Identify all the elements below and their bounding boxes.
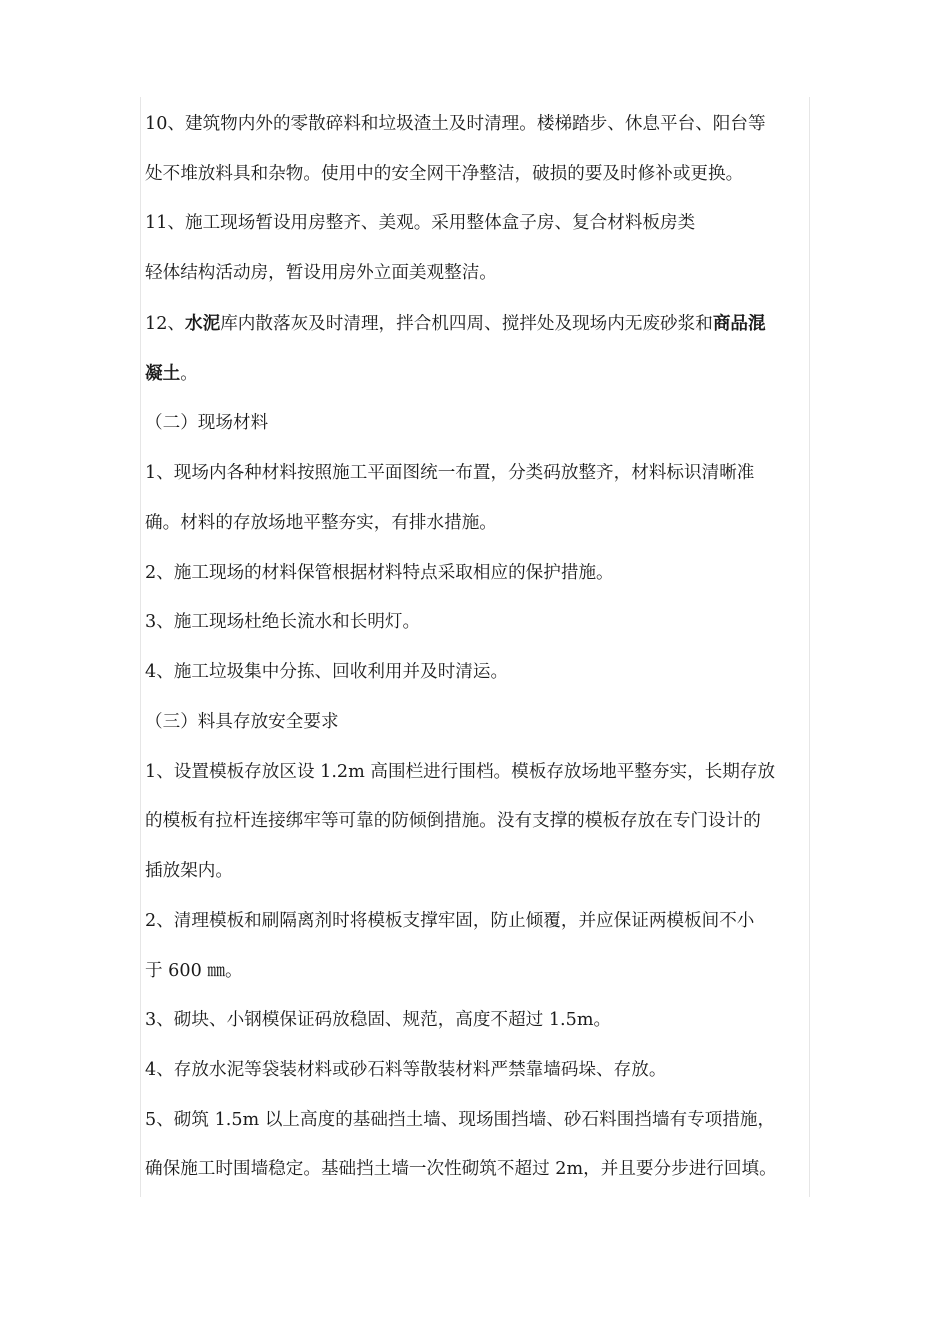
line-text: 库内散落灰及时清理，拌合机四周、搅拌处及现场内无废砂浆和 bbox=[220, 314, 713, 334]
paragraph-line: 4、存放水泥等袋装材料或砂石料等散装材料严禁靠墙码垛、存放。 bbox=[145, 1060, 667, 1080]
bold-term: 水泥 bbox=[184, 313, 221, 334]
paragraph-line: 确。材料的存放场地平整夯实，有排水措施。 bbox=[145, 513, 497, 533]
paragraph-line bbox=[145, 312, 766, 336]
paragraph-line: 的模板有拉杆连接绑牢等可靠的防倾倒措施。没有支撑的模板存放在专门设计的 bbox=[145, 811, 761, 831]
bold-term: 商品混 bbox=[712, 313, 766, 334]
paragraph-line: 轻体结构活动房，暂设用房外立面美观整洁。 bbox=[145, 263, 497, 283]
line-text: 12、 bbox=[145, 314, 185, 334]
paragraph-line: 1、现场内各种材料按照施工平面图统一布置，分类码放整齐，材料标识清晰准 bbox=[145, 463, 755, 483]
bold-term: 凝土 bbox=[145, 363, 181, 384]
section-heading: （三）料具存放安全要求 bbox=[145, 712, 339, 732]
paragraph-line: 10、建筑物内外的零散碎料和垃圾渣土及时清理。楼梯踏步、休息平台、阳台等 bbox=[145, 114, 766, 134]
paragraph-line: 确保施工时围墙稳定。基础挡土墙一次性砌筑不超过 2m，并且要分步进行回填。 bbox=[145, 1159, 777, 1179]
paragraph-line: 3、砌块、小钢模保证码放稳固、规范，高度不超过 1.5m。 bbox=[145, 1010, 612, 1030]
paragraph-line: 2、清理模板和刷隔离剂时将模板支撑牢固，防止倾覆，并应保证两模板间不小 bbox=[145, 911, 755, 931]
paragraph-line: 处不堆放料具和杂物。使用中的安全网干净整洁，破损的要及时修补或更换。 bbox=[145, 164, 744, 184]
paragraph-line: 插放架内。 bbox=[145, 861, 233, 881]
paragraph-line: 1、设置模板存放区设 1.2m 高围栏进行围档。模板存放场地平整夯实，长期存放 bbox=[145, 762, 776, 782]
paragraph-line: 2、施工现场的材料保管根据材料特点采取相应的保护措施。 bbox=[145, 563, 614, 583]
paragraph-line: 于 600 ㎜。 bbox=[145, 961, 243, 981]
paragraph-line bbox=[145, 362, 198, 386]
line-text: 。 bbox=[180, 364, 198, 384]
paragraph-line: 11、施工现场暂设用房整齐、美观。采用整体盒子房、复合材料板房类 bbox=[145, 213, 696, 233]
paragraph-line: 5、砌筑 1.5m 以上高度的基础挡土墙、现场围挡墙、砂石料围挡墙有专项措施， bbox=[145, 1110, 776, 1130]
paragraph-line: 3、施工现场杜绝长流水和长明灯。 bbox=[145, 612, 421, 632]
paragraph-line: 4、施工垃圾集中分拣、回收利用并及时清运。 bbox=[145, 662, 509, 682]
section-heading: （二）现场材料 bbox=[145, 413, 269, 433]
